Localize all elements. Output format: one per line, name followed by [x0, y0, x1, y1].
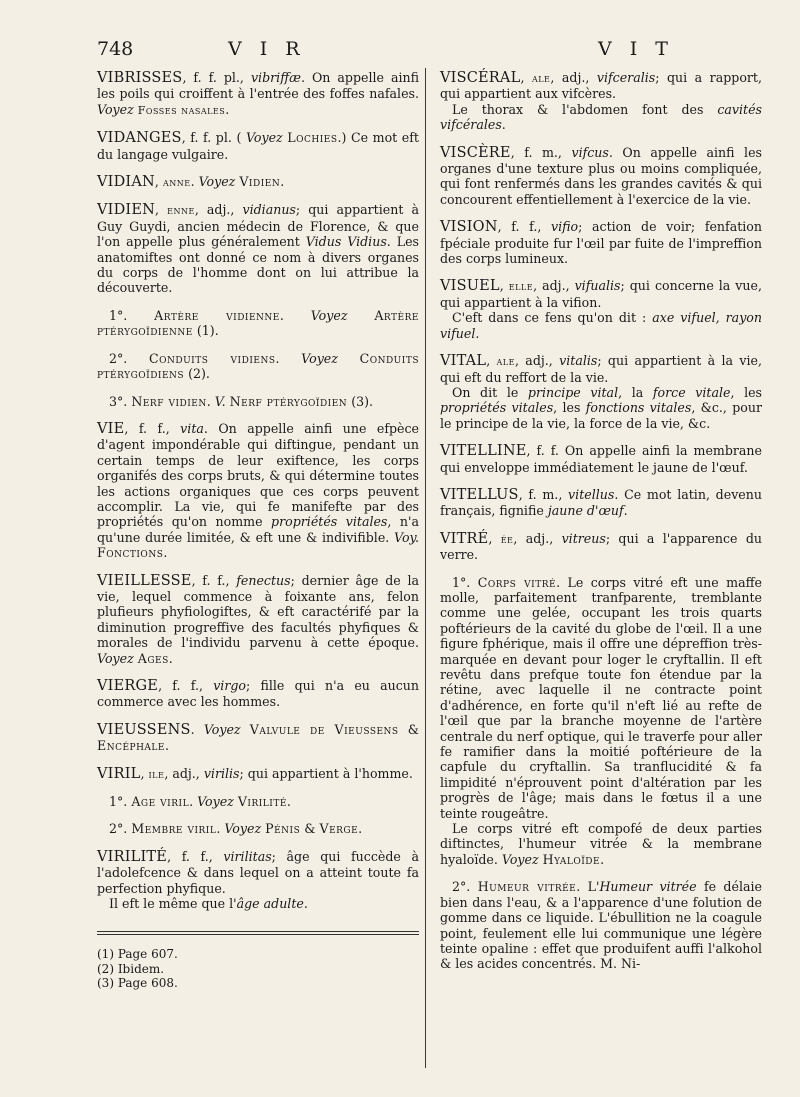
sub-entry: 1°. Corps vitré. Le corps vitré eft une maffe molle, parfaitement tranfparente, tremblante comme une gelée, occupant les trois quarts poftérieurs de la cavité du globe de l'œil. Il a une figure fphérique, mais il offre une dépreffion très-marquée en devant pour loger le cryftallin. Il eft revêtu dans prefque toute fon étendue par la rétine, avec laquelle il ne contracte point d'adhérence, en forte qu'il n'eft lié au refte de l'œil que par la branche moyenne de l'artère centrale du nerf optique, qui le traverfe pour aller fe ramifier dans la moitié poftérieure de la capfule du cryftallin. Sa tranflucidité & fa limpidité n'éprouvent point d'altération par les progrès de l'âge; mais dans le fœtus il a une teinte rougeâtre. Le corps vitré eft compofé de deux parties diftinctes, l'humeur vitrée & la membrane hyaloïde. Voyez Hyaloïde. [440, 574, 762, 867]
headword: VITELLUS [440, 486, 519, 503]
entry-vieillesse: VIEILLESSE, f. f., fenectus; dernier âge de la vie, lequel commence à foixante ans, felon plufieurs phyfiologiftes, & eft caractérifé par la diminution progreffive des facultés phyfiques & morales de l'individu parvenu à cette époque. Voyez Ages. [97, 572, 419, 666]
entry-vierge: VIERGE, f. f., virgo; fille qui n'a eu aucun commerce avec les hommes. [97, 678, 419, 710]
entry-vidien: VIDIEN, enne, adj., vidianus; qui appartient à Guy Guydi, ancien médecin de Florence, & que l'on appelle plus généralement Vidus Vidius. Les anatomiftes ont donné ce nom à divers organes du corps de l'homme dont on lui attribue la découverte. [97, 202, 419, 296]
footnote: (1) Page 607. [97, 947, 178, 962]
entry-vital: VITAL, ale, adj., vitalis; qui appartient à la vie, qui eft du reffort de la vie. On dit le principe vital, la force vitale, les propriétés vitales, les fonctions vitales, &c., pour le principe de la vie, la force de la vie, &c. [440, 353, 763, 431]
headword: VITAL [440, 353, 487, 370]
page-number: 748 [97, 38, 134, 60]
entry-visceral: VISCÉRAL, ale, adj., vifceralis; qui a rapport, qui appartient aux vifcères. Le thorax & l'abdomen font des cavités vifcérales. [440, 70, 762, 133]
column-divider [425, 68, 426, 1068]
footnotes [97, 947, 419, 991]
headword: VIERGE [97, 678, 159, 694]
entry-vieussens: VIEUSSENS. Voyez Valvule de Vieussens & Encéphale. [97, 721, 419, 754]
running-header [0, 38, 800, 64]
entry-vision: VISION, f. f., vifio; action de voir; fenfation fpéciale produite fur l'œil par fuite de l'impreffion des corps lumineux. [440, 219, 762, 267]
entry-vitelline: VITELLINE, f. f. On appelle ainfi la membrane qui enveloppe immédiatement le jaune de l'œuf. [440, 443, 762, 475]
headword: VIDIEN [97, 202, 156, 219]
headword: VITRÉ [440, 530, 489, 547]
headword: VIDIAN [97, 174, 155, 191]
entry-vitre: VITRÉ, ée, adj., vitreus; qui a l'apparence du verre. [440, 530, 762, 563]
right-running-head: V I T [598, 38, 674, 60]
headword: VIE [97, 420, 125, 437]
headword: VIDANGES [97, 130, 182, 147]
footnote: (3) Page 608. [97, 976, 178, 991]
sub-entry: 2°. Humeur vitrée. L'Humeur vitrée fe délaie bien dans l'eau, & a l'apparence d'une folution de gomme dans ce liquide. L'ébullition ne la coagule point, feulement elle lui communique une légère teinte opaline : effet que produifent auffi l'alkohol & les acides concentrés. M. Ni- [440, 879, 762, 972]
sub-entry: 3°. Nerf vidien. V. Nerf ptérygoïdien (3). [109, 393, 374, 409]
entry-vie: VIE, f. f., vita. On appelle ainfi une efpèce d'agent impondérable qui diftingue, pendant un certain temps de leur exiftence, les corps organifés des corps bruts, & qui détermine toutes les actions organiques que ces corps peuvent accomplir. La vie, qui fe manifefte par des propriétés qu'on nomme propriétés vitales, n'a qu'une durée limitée, & eft une & indivifible. Voy. Fonctions. [97, 420, 420, 561]
entry-viscere: VISCÈRE, f. m., vifcus. On appelle ainfi les organes d'une texture plus ou moins compliquée, qui font renfermés dans les grandes cavités & qui concourent effentiellement à l'exercice de la vie. [440, 144, 762, 207]
sub-entry: 2°. Conduits vidiens. Voyez Conduits ptérygoïdiens (2). [97, 350, 419, 382]
sub-entry: 1°. Artère vidienne. Voyez Artère ptérygoïdienne (1). [97, 307, 419, 339]
left-column [97, 70, 419, 991]
headword: VISUEL [440, 278, 500, 295]
headword: VIBRISSES [97, 70, 183, 86]
headword: VITELLINE [440, 443, 527, 460]
sub-entry: 1°. Age viril. Voyez Virilité. [109, 794, 291, 810]
headword: VIEUSSENS [97, 721, 191, 738]
cross-ref-target: Fosses nasales [137, 103, 226, 117]
headword: VISION [440, 219, 498, 236]
footnote: (2) Ibidem. [97, 961, 165, 976]
entry-visuel: VISUEL, elle, adj., vifualis; qui concerne la vue, qui appartient à la vifion. C'eft dans ce fens qu'on dit : axe vifuel, rayon vifuel. [440, 278, 763, 341]
left-running-head: V I R [228, 38, 306, 60]
entry-viril: VIRIL, ile, adj., virilis; qui appartient à l'homme. [97, 765, 413, 782]
headword: VIRILITÉ [97, 848, 168, 865]
entry-vitellus: VITELLUS, f. m., vitellus. Ce mot latin, devenu français, fignifie jaune d'œuf. [440, 486, 762, 519]
entry-vidanges: VIDANGES, f. f. pl. ( Voyez Lochies.) Ce mot eft du langage vulgaire. [97, 130, 419, 162]
footnote-rule [97, 931, 419, 935]
headword: VIRIL [97, 765, 141, 782]
entry-virilite: VIRILITÉ, f. f., virilitas; âge qui fuccède à l'adolefcence & dans lequel on a atteint toute fa perfection phyfique. Il eft le même que l'âge adulte. [97, 848, 419, 912]
sub-entry: 2°. Membre viril. Voyez Pénis & Verge. [109, 821, 363, 837]
entry-vibrisses: VIBRISSES, f. f. pl., vibriffæ. On appelle ainfi les poils qui croiffent à l'entrée des foffes nafales. Voyez Fosses nasales. [97, 70, 420, 117]
entry-vidian: VIDIAN, anne. Voyez Vidien. [97, 174, 285, 191]
right-column [440, 70, 762, 984]
cross-ref-voyez: Voyez [97, 101, 134, 117]
headword: VIEILLESSE [97, 572, 192, 589]
headword: VISCÉRAL [440, 70, 521, 86]
headword: VISCÈRE [440, 144, 511, 161]
